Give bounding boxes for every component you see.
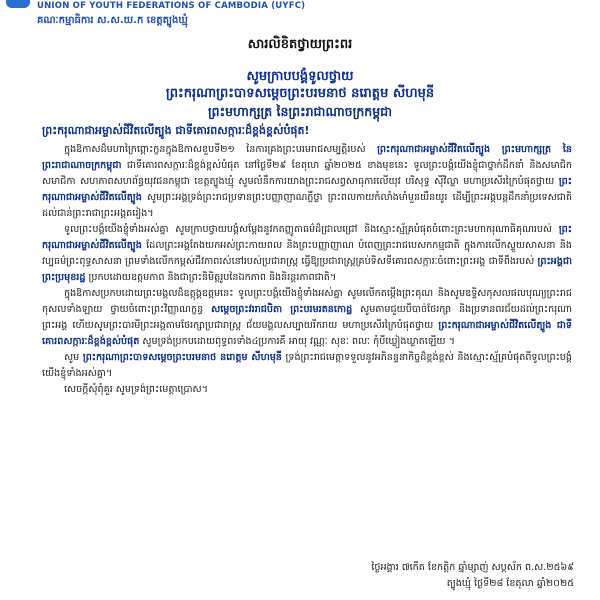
paragraph-4 <box>42 350 572 382</box>
paragraph-3-text-c: សូមទ្រង់ប្រកបដោយពុទ្ធពរទាំង៤ប្រការគឺ អាយុ វណ្ណៈ សុខៈ ពលៈ កុំបីឃ្លៀងឃ្លាតឡើយ ។ <box>142 336 455 347</box>
greeting: ព្រះករុណាជាអម្ចាស់ជីវិតលើត្បូង ជាទីគោរពសក្ការៈដ៏ខ្ពង់ខ្ពស់បំផុត! <box>42 124 310 137</box>
document-type: សារលិខិតថ្វាយព្រះពរ <box>247 37 353 52</box>
paragraph-3 <box>42 286 572 350</box>
paragraph-4-text-a: សូម <box>64 352 80 363</box>
paragraph-1-highlight-b: ព្រះករុណាជាអម្ចាស់ជីវិតលើត្បូង <box>42 176 572 203</box>
paragraph-3-highlight-a: សម្តេចព្រះវររាជបិតា ព្រះបរមរតនកោដ្ឋ <box>211 304 353 315</box>
lunar-date: ថ្ងៃអង្គារ ៧កើត ខែកត្តិក ឆ្នាំម្សាញ់ សប្តស័ក ព.ស.២៥៦៩ <box>371 562 574 573</box>
paragraph-3-text-a: ក្នុងឱកាសប្រកបដោយព្រះមង្គលដ៏ឧត្តុង្គឧត្តមនេះ ទូលព្រះបង្គំយើងខ្ញុំទាំងអស់គ្នា សូមលើកតម្កើងព្រះគុណ និងសូមឧទ្ទិសកុសលផលបុណ្យព្រះរាជកុសលទាំងឡាយ ថ្វាយចំពោះព្រះវិញ្ញាណក្ខន្ធ <box>42 288 572 315</box>
closing-line <box>42 382 572 398</box>
paragraph-2-text-c: ប្រកបដោយឧត្តមភាព និងជាព្រះនិមិត្តរូបនៃឯកភាព និងនិរន្តរភាពជាតិ។ <box>88 272 337 283</box>
letterhead <box>0 0 600 40</box>
paragraph-2-text-a: ទូលព្រះបង្គំយើងខ្ញុំទាំងអស់គ្នា សូមក្រាបថ្វាយបង្គំសម្ដែងនូវកតញ្ញូតាធម៌ដ៏ជ្រាលជ្រៅ និងស្មោះស្ម័គ្របំផុតចំពោះព្រះមហាករុណាធិគុណរបស់ <box>64 224 553 235</box>
salutation-line-1: សូមក្រាបបង្គំទូលថ្វាយ <box>246 69 354 84</box>
closing-text: សេចក្តីសុំពុំគួរ សូមទ្រង់ព្រះមេត្តាប្រោស។ <box>64 384 208 395</box>
paragraph-1-text-b: ជាទីគោរពសក្ការៈដ៏ខ្ពង់ខ្ពស់បំផុត នៅថ្ងៃទី២៩ ខែតុលា ឆ្នាំ២០២៥ ខាងមុខនេះ ទូលព្រះបង្គំយើងខ្ញុំជាថ្នាក់ដឹកនាំ និងសមាជិក សមាជិកា សហភាពសហព័ន្ធយុវជនកម្ពុជា ខេត្តត្បូងឃ្មុំ សូមលំនឹកការយាងព្រះរាជសព្វសាធុការលើយុវ បរិសុទ្ធ ស៊ីវិល្ហា មហាប្រសើរក្រៃបំផុតថ្វាយ <box>42 160 572 187</box>
uyfc-logo-icon <box>6 0 30 8</box>
date-block <box>371 560 574 592</box>
paragraph-2-text-b: ដែលព្រះអង្គតែងយកអស់ព្រះកាយពល និងព្រះបញ្ញាញាណ បំពេញព្រះរាជបេសកកម្មជាតិ ក្នុងការលើកស្ទួយសាសនា និងវប្បធម៌ព្រះពុទ្ធសាសនា ព្រមទាំងលើកកម្ពស់ជីវភាពរស់នៅរបស់ប្រជារាស្ត្រ ធ្វើឱ្យប្រជារាស្ត្រគ្រប់ទិសទីគោរពសក្ការៈចំពោះព្រះអង្គ ជាទីពឹងរបស់ <box>42 240 572 267</box>
paragraph-3-highlight-b: ព្រះករុណាជាអម្ចាស់ជីវិតលើត្បូង ជាទីគោរពសក្ការៈដ៏ខ្ពង់ខ្ពស់បំផុត <box>42 320 572 347</box>
salutation-line-2: ព្រះករុណាព្រះបាទសម្តេចព្រះបរមនាថ នរោត្តម សីហមុនី <box>165 86 435 101</box>
paragraph-2 <box>42 222 572 286</box>
paragraph-2-highlight-b: ព្រះអង្គជាព្រះប្រមុខរដ្ឋ <box>42 256 572 283</box>
paragraph-1 <box>42 142 572 222</box>
place-and-date: ត្បូងឃ្មុំ ថ្ងៃទី២៨ ខែតុលា ឆ្នាំ២០២៥ <box>446 578 574 589</box>
paragraph-4-highlight-a: ព្រះករុណាព្រះបាទសម្តេចព្រះបរមនាថ នរោត្តម សីហមុនី <box>82 352 282 363</box>
paragraph-1-text-a: ក្នុងឱកាសដ៏មហាក្រៃព្ពោះក្ខនក្នុងឱកាសខួបទី២១ នៃការគ្រងព្រះបរមរាជសម្បត្តិរបស់ <box>64 144 366 155</box>
paragraph-4-text-b: ទ្រង់ព្រះរាជមេត្តាទទួលនូវអភិនន្ទនាកិច្ចដ៏ខ្ពង់ខ្ពស់ និងស្មោះស្ម័គ្របំផុតពីទូលព្រះបង្គំយើងខ្ញុំទាំងអស់គ្នា។ <box>42 352 572 379</box>
paragraph-1-text-c: សូមព្រះអង្គទ្រង់ព្រះរាជប្រទានព្រះបញ្ញាញាណភ្លឺថ្លា ព្រះពលកាយកំលាំងមាំមួនយឺនយូរ ដើម្បីព្រះអង្គបន្តដឹកនាំប្រទេសជាតិ ដល់ជាន់ព្រះរាជាព្រះអង្គតរៀង។ <box>42 192 572 219</box>
paragraph-2-highlight-a: ព្រះករុណាជាអម្ចាស់ជីវិតលើត្បូង <box>42 224 572 251</box>
paragraph-1-highlight-a: ព្រះករុណាជាអម្ចាស់ជីវិតលើត្បូង ព្រះមហាក្សត្រ នៃព្រះរាជាណាចក្រកម្ពុជា <box>42 144 572 171</box>
salutation-line-3: ព្រះមហាក្សត្រ នៃព្រះរាជាណាចក្រកម្ពុជា <box>207 104 393 119</box>
org-name-english: UNION OF YOUTH FEDERATIONS OF CAMBODIA (UYFC) <box>37 1 306 11</box>
letter-body <box>42 142 572 398</box>
org-name-khmer: គណៈកម្មាធិការ ស.ស.យ.ក ខេត្តត្បូងឃ្មុំ <box>37 15 188 26</box>
paragraph-3-text-b: សូមតាមជួយបីបាច់ថែរក្សា និងប្រទានពរជ័យដល់ព្រះករុណាព្រះអង្គ ហើយសូមព្រះបារមីព្រះអង្គតាមថែរក្សាប្រជារាស្ត្រ ជ័យមង្គលសប្បាយរីករាយ មហាប្រសើរក្រៃបំផុតថ្វាយ <box>42 304 572 331</box>
